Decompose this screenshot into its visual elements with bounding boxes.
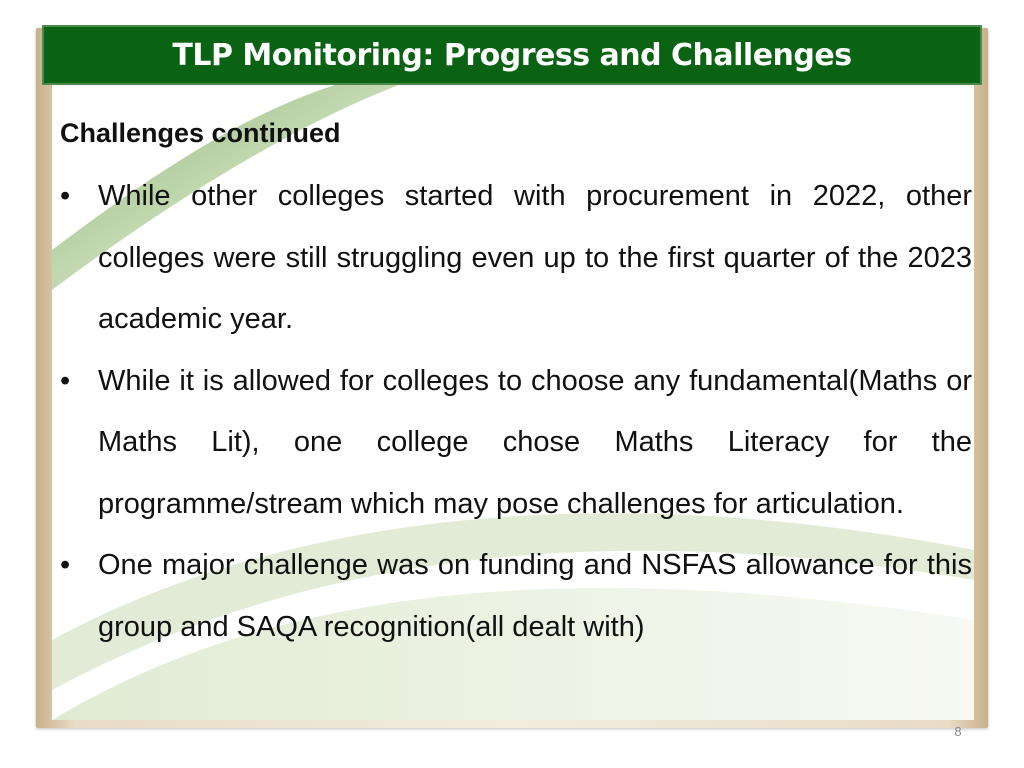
bullet-list <box>60 166 972 658</box>
bullet-item <box>60 166 972 351</box>
bullet-item <box>60 535 972 658</box>
bullet-item <box>60 351 972 536</box>
section-subheading: Challenges continued <box>60 118 341 148</box>
bullet-icon: • <box>60 549 71 581</box>
title-bar <box>42 25 982 85</box>
bullet-text: While other colleges started with procurement in 2022, other colleges were still struggling even up to the first quarter of the 2023 academic year. <box>98 180 972 335</box>
slide-title: TLP Monitoring: Progress and Challenges <box>172 37 852 73</box>
slide-content <box>60 112 972 768</box>
bullet-text: While it is allowed for colleges to choose any fundamental(Maths or Maths Lit), one college chose Maths Literacy for the programme/stream which may pose challenges for articulation. <box>98 364 972 520</box>
page-number: 8 <box>954 724 962 739</box>
bullet-icon: • <box>60 180 71 212</box>
bullet-text: One major challenge was on funding and NSFAS allowance for this group and SAQA recognition(all dealt with) <box>98 549 972 643</box>
bullet-icon: • <box>60 364 71 397</box>
